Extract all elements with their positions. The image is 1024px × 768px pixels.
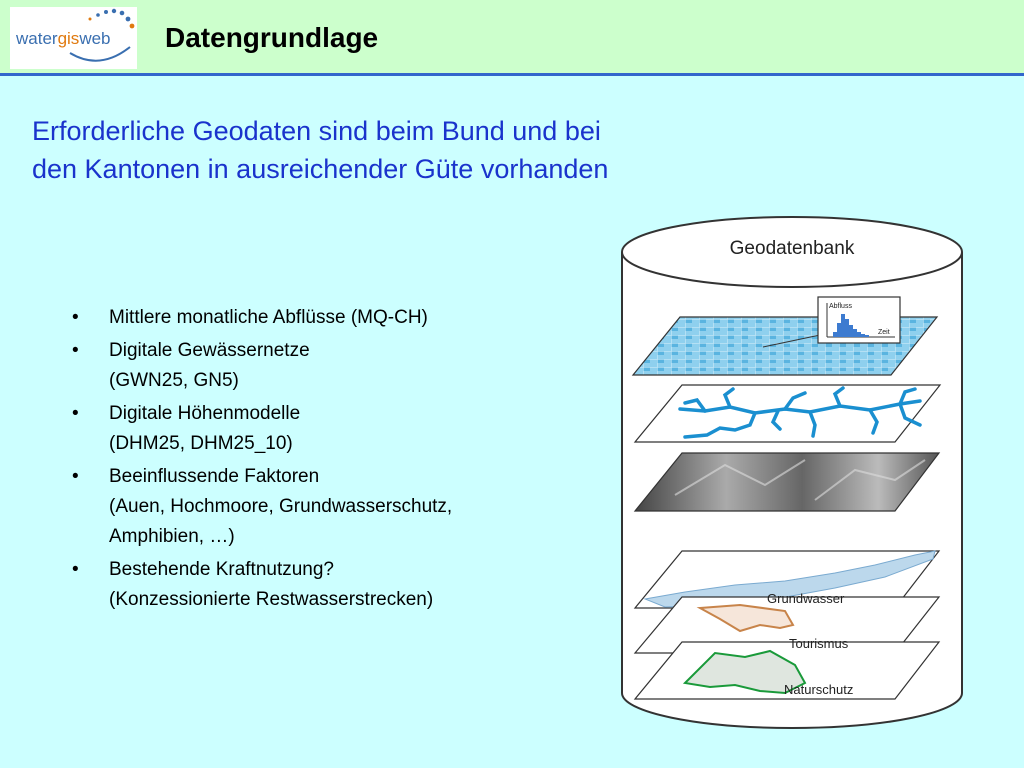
bullet-detail: Amphibien, …) xyxy=(109,526,235,547)
logo-wordmark xyxy=(16,29,111,49)
inset-label-abfluss: Abfluss xyxy=(829,303,852,310)
bullet-text: • Beeinflussende Faktoren xyxy=(109,466,320,487)
slide-subtitle xyxy=(32,112,792,188)
logo-part-web: web xyxy=(79,29,111,48)
bullet-item xyxy=(72,462,612,552)
bullet-text: • Bestehende Kraftnutzung? xyxy=(109,559,335,580)
geodatabase-cylinder-diagram xyxy=(615,215,975,730)
logo-part-water: water xyxy=(16,29,58,48)
bullet-list xyxy=(72,303,612,618)
bullet-detail: (GWN25, GN5) xyxy=(109,370,239,391)
bullet-text: • Digitale Höhenmodelle xyxy=(109,403,301,424)
bullet-item xyxy=(72,555,612,615)
subtitle-line-1: Erforderliche Geodaten sind beim Bund und bei xyxy=(32,116,601,146)
logo-part-gis: gis xyxy=(57,29,80,48)
bullet-item xyxy=(72,399,612,459)
bullet-text: • Digitale Gewässernetze xyxy=(109,340,310,361)
elevation-model-layer xyxy=(635,453,939,511)
watergisweb-logo xyxy=(10,7,137,69)
header-bar xyxy=(0,0,1024,76)
bullet-text: • Mittlere monatliche Abflüsse (MQ-CH) xyxy=(109,307,428,328)
inset-label-zeit: Zeit xyxy=(878,329,890,336)
bullet-item xyxy=(72,303,612,333)
river-network-layer xyxy=(635,385,940,442)
layer-label-tourismus: Tourismus xyxy=(789,636,849,651)
bullet-detail: (Auen, Hochmoore, Grundwasserschutz, xyxy=(109,496,453,517)
layer-label-naturschutz: Naturschutz xyxy=(784,682,854,697)
geodatabase-title: Geodatenbank xyxy=(729,238,855,259)
bullet-item xyxy=(72,336,612,396)
subtitle-line-2: den Kantonen in ausreichender Güte vorhanden xyxy=(32,154,609,184)
bullet-detail: (DHM25, DHM25_10) xyxy=(109,433,293,454)
page-title: Datengrundlage xyxy=(165,22,379,53)
bullet-detail: (Konzessionierte Restwasserstrecken) xyxy=(109,589,434,610)
layer-label-grundwasser: Grundwasser xyxy=(767,591,845,606)
